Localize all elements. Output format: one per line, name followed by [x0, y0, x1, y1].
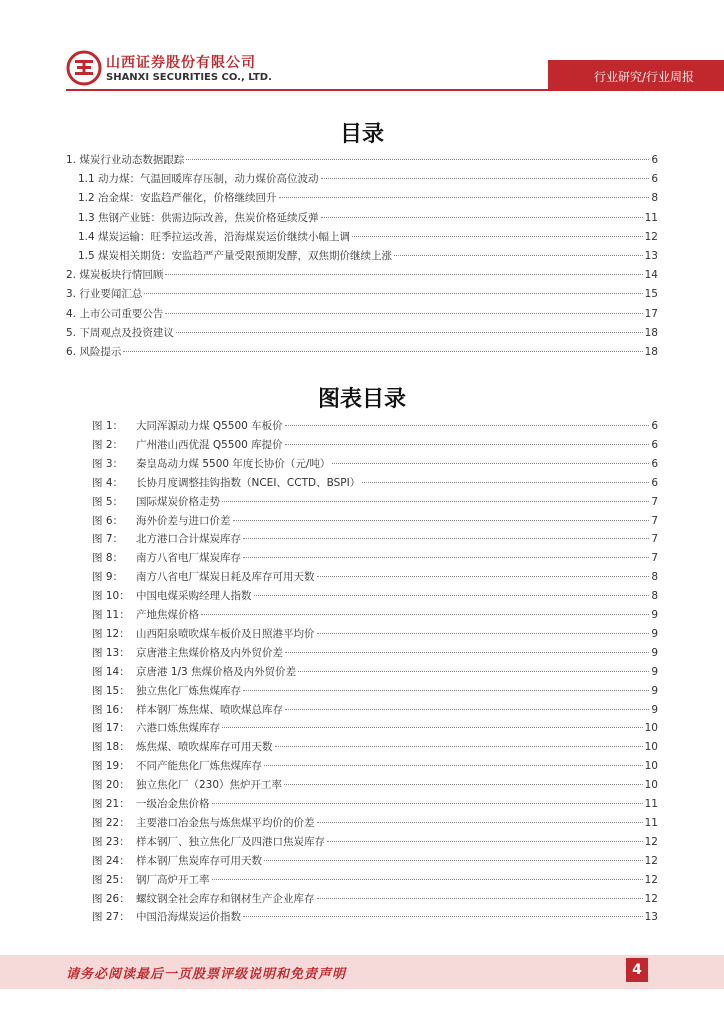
- toc-entry-label: 1.5 煤炭相关期货：安监趋严产量受限预期发酵，双焦期价继续上涨: [78, 250, 393, 262]
- toc-entry-page: 18: [644, 346, 658, 358]
- figure-leader-dots: [201, 614, 649, 615]
- figure-leader-dots: [298, 671, 649, 672]
- figure-entry-label: 北方港口合计煤炭库存: [136, 533, 241, 546]
- figure-entry-number: 图 20：: [92, 779, 130, 792]
- figure-entry[interactable]: [92, 550, 658, 568]
- figure-entry[interactable]: [92, 475, 658, 493]
- figure-entry-page: 9: [651, 703, 658, 716]
- figure-entry-page: 10: [644, 760, 658, 773]
- figure-entry-page: 10: [644, 741, 658, 754]
- figure-entry[interactable]: [92, 683, 658, 701]
- figure-entry-label: 螺纹钢全社会库存和钢材生产企业库存: [136, 892, 315, 905]
- figure-leader-dots: [243, 690, 649, 691]
- toc-entry-page: 8: [651, 192, 658, 205]
- figure-entry[interactable]: [92, 834, 658, 852]
- figure-entry-label: 中国电煤采购经理人指数: [136, 590, 252, 603]
- toc-entry[interactable]: [66, 267, 658, 285]
- company-name-cn: 山西证券股份有限公司: [106, 55, 256, 71]
- figure-leader-dots: [285, 444, 650, 445]
- toc-entry[interactable]: [66, 152, 658, 170]
- toc-leader-dots: [165, 313, 642, 314]
- figure-entry[interactable]: [92, 494, 658, 512]
- toc-entry-page: 6: [651, 154, 658, 166]
- figure-entry[interactable]: [92, 531, 658, 549]
- toc-entry[interactable]: [78, 171, 658, 189]
- toc-leader-dots: [394, 255, 643, 256]
- toc-entry-label: 4. 上市公司重要公告: [66, 307, 164, 320]
- page-header: [0, 0, 724, 96]
- toc-leader-dots: [176, 332, 643, 333]
- report-type-label: 行业研究/行业周报: [593, 70, 694, 84]
- figure-entry-page: 7: [651, 533, 658, 546]
- figure-entry-number: 图 2：: [92, 438, 124, 451]
- toc-entry-label: 1.4 煤炭运输：旺季拉运改善，沿海煤炭运价继续小幅上调: [78, 230, 351, 243]
- figure-entry-label: 炼焦煤、喷吹煤库存可用天数: [136, 741, 273, 754]
- figure-entry[interactable]: [92, 796, 658, 814]
- figure-entry-page: 9: [651, 684, 658, 697]
- figure-entry-number: 图 12：: [92, 627, 130, 640]
- toc-entry-label: 1.2 冶金煤：安监趋严催化，价格继续回升: [78, 192, 277, 205]
- figure-entry[interactable]: [92, 456, 658, 474]
- figure-entry-number: 图 24：: [92, 854, 130, 867]
- figure-list-title: 图表目录: [317, 387, 406, 412]
- figure-entry-label: 京唐港 1/3 焦煤价格及内外贸价差: [136, 665, 297, 678]
- figure-entry-number: 图 17：: [92, 722, 130, 735]
- toc-entry[interactable]: [66, 325, 658, 343]
- figure-entry-number: 图 21：: [92, 798, 130, 810]
- figure-entry-label: 主要港口冶金焦与炼焦煤平均价的价差: [136, 816, 315, 829]
- figure-entry-number: 图 27：: [92, 911, 130, 924]
- toc-entry-label: 1. 煤炭行业动态数据跟踪: [66, 154, 185, 166]
- figure-leader-dots: [264, 765, 643, 766]
- figure-entry-page: 9: [651, 609, 658, 621]
- figure-leader-dots: [212, 879, 643, 880]
- figure-entry-page: 10: [644, 779, 658, 792]
- toc-entry-page: 17: [644, 307, 658, 320]
- toc-entry[interactable]: [78, 210, 658, 228]
- figure-entry-page: 7: [651, 495, 658, 508]
- figure-entry-label: 样本钢厂焦炭库存可用天数: [136, 854, 262, 867]
- company-name-en: SHANXI SECURITIES CO., LTD.: [106, 72, 272, 83]
- figure-entry-label: 广州港山西优混 Q5500 库提价: [136, 438, 283, 451]
- toc-leader-dots: [186, 159, 649, 160]
- header-divider: [66, 89, 724, 91]
- toc-entry[interactable]: [66, 306, 658, 324]
- toc-entry[interactable]: [78, 190, 658, 208]
- figure-entry-number: 图 8：: [92, 552, 124, 565]
- figure-entry-number: 图 15：: [92, 684, 130, 697]
- toc-entry-label: 6. 风险提示: [66, 346, 122, 358]
- disclaimer-text: 请务必阅读最后一页股票评级说明和免责声明: [66, 967, 347, 982]
- figure-entry-label: 山西阳泉喷吹煤车板价及日照港平均价: [136, 627, 315, 640]
- toc-entry-page: 15: [644, 288, 658, 301]
- figure-entry-number: 图 1：: [92, 420, 124, 432]
- figure-entry-label: 长协月度调整挂钩指数（NCEI、CCTD、BSPI）: [136, 476, 361, 489]
- toc-entry-page: 14: [644, 269, 658, 282]
- figure-entry-number: 图 10：: [92, 590, 130, 603]
- figure-leader-dots: [317, 822, 643, 823]
- figure-entry-number: 图 9：: [92, 571, 124, 584]
- figure-leader-dots: [317, 633, 650, 634]
- toc-entry-label: 5. 下周观点及投资建议: [66, 326, 174, 339]
- toc-entry-page: 12: [644, 230, 658, 243]
- figure-leader-dots: [243, 538, 649, 539]
- figure-entry-label: 不同产能焦化厂炼焦煤库存: [136, 760, 262, 773]
- toc-entry-page: 18: [644, 326, 658, 339]
- figure-leader-dots: [275, 746, 643, 747]
- toc-entry[interactable]: [66, 344, 658, 362]
- figure-entry-page: 8: [651, 571, 658, 584]
- figure-entry-label: 独立焦化厂（230）焦炉开工率: [136, 779, 283, 792]
- figure-entry-page: 7: [651, 514, 658, 527]
- figure-entry-number: 图 4：: [92, 476, 124, 489]
- figure-leader-dots: [285, 709, 649, 710]
- toc-entry[interactable]: [78, 248, 658, 266]
- figure-entry-page: 9: [651, 646, 658, 659]
- figure-entry[interactable]: [92, 664, 658, 682]
- figure-entry-label: 钢厂高炉开工率: [136, 873, 210, 886]
- figure-entry[interactable]: [92, 777, 658, 795]
- toc-title: 目录: [339, 122, 384, 147]
- figure-leader-dots: [212, 803, 643, 804]
- figure-entry-page: 6: [651, 420, 658, 432]
- figure-entry[interactable]: [92, 645, 658, 663]
- figure-leader-dots: [243, 916, 643, 917]
- figure-entry[interactable]: [92, 513, 658, 531]
- figure-entry[interactable]: [92, 437, 658, 455]
- figure-entry-label: 样本钢厂炼焦煤、喷吹煤总库存: [136, 703, 283, 716]
- toc-leader-dots: [165, 274, 642, 275]
- figure-entry-label: 南方八省电厂煤炭库存: [136, 552, 241, 565]
- figure-entry-label: 海外价差与进口价差: [136, 514, 231, 527]
- figure-entry-number: 图 6：: [92, 514, 124, 527]
- figure-entry-page: 13: [644, 911, 658, 924]
- figure-leader-dots: [222, 501, 649, 502]
- figure-entry-number: 图 11：: [92, 609, 130, 621]
- toc-entry-page: 11: [644, 211, 658, 224]
- figure-leader-dots: [264, 860, 643, 861]
- toc-entry-label: 1.1 动力煤：气温回暖库存压制，动力煤价高位波动: [78, 173, 319, 186]
- figure-entry-label: 南方八省电厂煤炭日耗及库存可用天数: [136, 571, 315, 584]
- toc-entry[interactable]: [78, 229, 658, 247]
- figure-entry-number: 图 5：: [92, 495, 124, 508]
- figure-entry-page: 11: [644, 816, 658, 829]
- figure-leader-dots: [317, 898, 643, 899]
- toc-entry-page: 13: [644, 250, 658, 262]
- figure-entry-page: 12: [644, 873, 658, 886]
- figure-entry-label: 国际煤炭价格走势: [136, 495, 220, 508]
- figure-entry-label: 一级冶金焦价格: [136, 798, 210, 810]
- shanxi-securities-logo-icon: [66, 50, 102, 86]
- toc-leader-dots: [321, 217, 643, 218]
- figure-leader-dots: [222, 727, 643, 728]
- figure-entry-page: 9: [651, 665, 658, 678]
- figure-entry[interactable]: [92, 891, 658, 909]
- figure-entry-page: 9: [651, 627, 658, 640]
- figure-entry-label: 中国沿海煤炭运价指数: [136, 911, 241, 924]
- figure-leader-dots: [332, 463, 649, 464]
- figure-leader-dots: [284, 784, 643, 785]
- figure-entry-number: 图 3：: [92, 457, 124, 470]
- figure-entry-page: 12: [644, 835, 658, 848]
- figure-leader-dots: [254, 595, 650, 596]
- toc-leader-dots: [352, 236, 643, 237]
- figure-entry[interactable]: [92, 739, 658, 757]
- figure-entry[interactable]: [92, 418, 658, 436]
- figure-entry[interactable]: [92, 853, 658, 871]
- figure-leader-dots: [233, 520, 650, 521]
- figure-entry-number: 图 18：: [92, 741, 130, 754]
- figure-entry-number: 图 13：: [92, 646, 130, 659]
- figure-entry-page: 6: [651, 476, 658, 489]
- figure-entry-page: 11: [644, 798, 658, 810]
- figure-entry[interactable]: [92, 626, 658, 644]
- figure-entry[interactable]: [92, 607, 658, 625]
- figure-entry-number: 图 19：: [92, 760, 130, 773]
- toc-leader-dots: [279, 197, 650, 198]
- figure-entry-label: 京唐港主焦煤价格及内外贸价差: [136, 646, 283, 659]
- figure-leader-dots: [327, 841, 643, 842]
- figure-entry-page: 6: [651, 438, 658, 451]
- figure-entry[interactable]: [92, 569, 658, 587]
- figure-entry[interactable]: [92, 702, 658, 720]
- toc-entry-label: 2. 煤炭板块行情回顾: [66, 269, 164, 282]
- figure-entry[interactable]: [92, 909, 658, 927]
- toc-leader-dots: [123, 351, 642, 352]
- figure-entry-number: 图 14：: [92, 665, 130, 678]
- figure-entry-label: 六港口炼焦煤库存: [136, 722, 220, 735]
- figure-entry-number: 图 22：: [92, 816, 130, 829]
- figure-entry-page: 8: [651, 590, 658, 603]
- figure-entry[interactable]: [92, 720, 658, 738]
- figure-entry[interactable]: [92, 588, 658, 606]
- figure-entry-label: 秦皇岛动力煤 5500 年度长协价（元/吨）: [136, 457, 331, 470]
- toc-entry-label: 1.3 焦钢产业链：供需边际改善，焦炭价格延续反弹: [78, 211, 319, 224]
- toc-entry-page: 6: [651, 173, 658, 186]
- figure-leader-dots: [285, 425, 650, 426]
- figure-leader-dots: [317, 576, 650, 577]
- figure-entry-label: 大同浑源动力煤 Q5500 车板价: [136, 420, 283, 432]
- figure-entry[interactable]: [92, 872, 658, 890]
- figure-leader-dots: [285, 652, 649, 653]
- figure-entry[interactable]: [92, 815, 658, 833]
- report-type-band: [548, 60, 724, 90]
- figure-entry-page: 12: [644, 892, 658, 905]
- toc-entry-label: 3. 行业要闻汇总: [66, 288, 143, 301]
- figure-entry-page: 10: [644, 722, 658, 735]
- page-number: 4: [626, 958, 648, 982]
- figure-entry-number: 图 16：: [92, 703, 130, 716]
- figure-entry-page: 7: [651, 552, 658, 565]
- figure-entry-number: 图 26：: [92, 892, 130, 905]
- toc-entry[interactable]: [66, 286, 658, 304]
- figure-entry-label: 样本钢厂、独立焦化厂及四港口焦炭库存: [136, 835, 325, 848]
- figure-entry-number: 图 25：: [92, 873, 130, 886]
- figure-entry-label: 产地焦煤价格: [136, 609, 199, 621]
- figure-entry-page: 6: [651, 457, 658, 470]
- figure-entry-number: 图 23：: [92, 835, 130, 848]
- figure-entry-number: 图 7：: [92, 533, 124, 546]
- toc-leader-dots: [144, 293, 642, 294]
- figure-entry-label: 独立焦化厂炼焦煤库存: [136, 684, 241, 697]
- figure-leader-dots: [362, 482, 649, 483]
- figure-entry[interactable]: [92, 758, 658, 776]
- toc-leader-dots: [321, 178, 650, 179]
- figure-entry-page: 12: [644, 854, 658, 867]
- figure-leader-dots: [243, 557, 649, 558]
